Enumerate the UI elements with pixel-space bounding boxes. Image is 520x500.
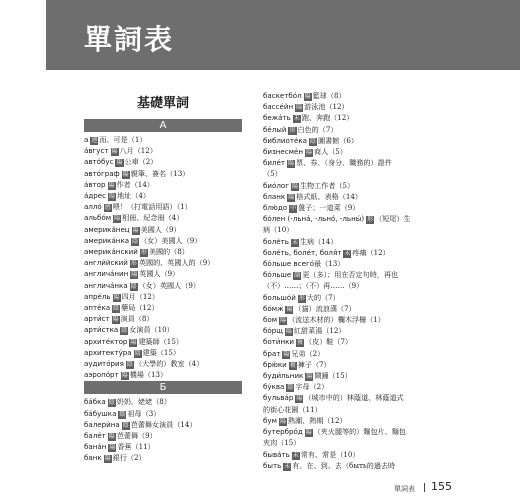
entry-word: бульва́р	[263, 393, 294, 403]
entry-definition: 大的（7）	[306, 292, 340, 302]
entry-definition: （5）	[263, 169, 282, 179]
entry-definition: （貓）流浪漢（7）	[294, 303, 356, 313]
vocab-entry	[263, 292, 476, 303]
part-of-speech-tag: 陽	[121, 372, 128, 380]
vocab-entry	[263, 303, 476, 314]
part-of-speech-tag: 複	[289, 361, 296, 369]
vocab-entry	[84, 396, 242, 407]
vocab-entry	[84, 369, 242, 380]
entry-word: банк	[84, 453, 102, 463]
entry-word: а́втор	[84, 179, 106, 189]
entry-definition: 親筆、簽名（13）	[130, 168, 190, 178]
part-of-speech-tag: 陰	[122, 421, 129, 429]
entry-definition: 有、在、到、去（быть的過去時	[292, 460, 396, 470]
entry-word: аэропо́рт	[84, 370, 119, 380]
vocab-entry	[84, 291, 242, 302]
entry-word: брат	[263, 348, 281, 358]
part-of-speech-tag: 副	[294, 272, 301, 280]
section-title: 基礎單詞	[136, 96, 189, 111]
entry-definition: 八月（12）	[119, 146, 157, 156]
entry-definition: 盤子；一道菜（9）	[298, 203, 360, 213]
vocab-entry	[84, 452, 242, 463]
entry-definition: 紅甜菜湯（12）	[293, 326, 346, 336]
vocab-entry	[84, 313, 242, 324]
vocab-entry	[263, 280, 476, 291]
right-column	[263, 90, 476, 471]
page-title: 單詞表	[84, 23, 175, 56]
part-of-speech-tag: 陰	[287, 384, 294, 392]
entry-word: бом	[263, 315, 278, 325]
entry-definition: 芭蕾舞（9）	[116, 431, 157, 441]
entry-word: бланк	[263, 191, 286, 201]
vocab-entry	[263, 359, 476, 370]
part-of-speech-tag: 未	[284, 462, 291, 470]
part-of-speech-tag: 複	[297, 339, 304, 347]
entry-word: бутербро́д	[263, 427, 303, 437]
entry-word: боти́нки	[263, 337, 294, 347]
vocab-entry	[263, 269, 476, 280]
part-of-speech-tag: 陽	[285, 328, 292, 336]
entry-definition: 美國的（8）	[148, 247, 189, 257]
entry-definition: （不）……；（不）再……（9）	[263, 281, 364, 291]
entry-definition: 女演員（10）	[129, 325, 174, 335]
vocab-entry	[84, 134, 242, 145]
entry-definition: （流送木材的）欄木浮柵（1）	[288, 315, 385, 325]
entry-word: авто́граф	[84, 168, 120, 178]
left-sections	[84, 119, 242, 464]
part-of-speech-tag: 陽	[131, 271, 138, 279]
part-of-speech-tag: 連	[91, 137, 98, 144]
vocab-entry	[263, 370, 476, 381]
entry-definition: 生病（14）	[299, 236, 338, 246]
part-of-speech-tag: 陽	[286, 305, 293, 313]
vocab-entry	[263, 258, 476, 269]
entry-word: биле́т	[263, 158, 286, 168]
entry-definition: 票、券、（身分、職務的）證件	[296, 158, 392, 168]
vocab-entry	[263, 224, 476, 235]
part-of-speech-tag: 陽	[108, 433, 115, 441]
part-of-speech-tag: 陽	[130, 338, 137, 346]
entry-word: алло́	[84, 202, 102, 212]
entry-definition: 作者（14）	[116, 179, 154, 189]
entry-word: а́вгуст	[84, 146, 109, 156]
entry-word: брю́ки	[263, 359, 287, 369]
vocab-entry	[84, 280, 242, 291]
entry-definition: 芭蕾舞女演員（14）	[130, 419, 197, 429]
entry-definition: 商人（5）	[314, 147, 347, 157]
part-of-speech-tag: 陽	[280, 317, 287, 325]
entry-word: быть	[263, 460, 282, 470]
part-of-speech-tag: 陽	[104, 455, 111, 463]
entry-word: арти́ст	[84, 314, 110, 324]
vocab-entry	[84, 246, 242, 257]
entry-word: архите́ктор	[84, 336, 128, 346]
entry-word: бо́льше всего́	[263, 259, 315, 269]
vocab-entry	[84, 324, 242, 335]
entry-definition: 美國人（9）	[140, 224, 181, 234]
part-of-speech-tag: 形	[289, 126, 296, 134]
entry-definition: 更（多）；用在否定句時，再也	[302, 270, 399, 280]
vocab-entry	[263, 191, 476, 202]
entry-definition: （城市中的）林蔭道、林蔭道式	[304, 393, 404, 403]
vocab-entry	[263, 124, 476, 135]
vocab-entry	[263, 180, 476, 191]
part-of-speech-tag: 陽	[113, 293, 120, 301]
part-of-speech-tag: 陰	[121, 327, 128, 335]
vocab-entry	[84, 347, 242, 358]
footer-separator	[424, 483, 425, 492]
vocab-entry	[263, 101, 476, 112]
part-of-speech-tag: 陽	[116, 159, 123, 167]
part-of-speech-tag: 感	[104, 204, 111, 212]
part-of-speech-tag: 形	[140, 249, 147, 257]
entry-definition: 喂！（打電話用語）（1）	[112, 202, 192, 212]
entry-word: бо́рщ	[263, 326, 283, 336]
entry-definition: （夾火腿等的）麵包片、麵包	[313, 427, 406, 437]
vocab-entry	[263, 236, 476, 247]
entry-word: арти́стка	[84, 325, 119, 335]
page-number: 155	[431, 480, 452, 493]
vocab-entry	[263, 449, 476, 460]
right-entries	[263, 90, 476, 471]
part-of-speech-tag: 陽	[112, 316, 119, 324]
entry-word: блю́до	[263, 203, 288, 213]
entry-word: боле́ть, боле́т, боля́т	[263, 247, 342, 257]
entry-definition: 建築師（15）	[138, 336, 183, 346]
entry-word: био́лог	[263, 180, 289, 190]
entry-word: апте́ка	[84, 303, 111, 313]
vocab-entry	[263, 157, 476, 168]
entry-definition: 常有、常是（10）	[300, 449, 360, 459]
entry-definition: 褲子（7）	[297, 359, 331, 369]
vocab-entry	[84, 145, 242, 156]
footer-label: 單詞表	[394, 485, 415, 493]
part-of-speech-tag: 陽	[279, 417, 286, 425]
entry-word: америка́нец	[84, 224, 130, 234]
entry-definition: 地址（4）	[117, 191, 150, 201]
entry-definition: 機場（13）	[129, 370, 168, 380]
entry-definition: 相冊、紀念冊（4）	[122, 213, 184, 223]
entry-definition: 藥局（12）	[121, 303, 159, 313]
entry-definition: 英國人（9）	[139, 269, 180, 279]
vocab-entry	[84, 268, 242, 279]
entry-definition: 最（13）	[314, 259, 345, 269]
entry-word: а	[84, 135, 89, 144]
vocab-entry	[263, 112, 476, 123]
entry-word: бассе́йн	[263, 102, 294, 112]
vocab-entry	[263, 135, 476, 146]
vocab-entry	[263, 146, 476, 157]
part-of-speech-tag: 形	[298, 294, 305, 302]
entry-definition: 奶奶、姥姥（8）	[116, 397, 171, 407]
part-of-speech-tag: 陽	[291, 182, 298, 190]
entry-definition: 香蕉（11）	[117, 442, 155, 452]
part-of-speech-tag: 未	[291, 238, 298, 246]
entry-definition: （大學的）教室（4）	[134, 359, 204, 369]
part-of-speech-tag: 未	[344, 249, 351, 257]
letter-header: А	[84, 119, 242, 132]
vocab-entry	[263, 202, 476, 213]
left-column	[84, 90, 242, 464]
vocab-entry	[263, 426, 476, 437]
entry-word: ба́бушка	[84, 408, 117, 418]
vocab-entry	[84, 190, 242, 201]
entry-definition: 公車（2）	[124, 157, 158, 167]
entry-definition: 病（10）	[263, 225, 294, 235]
entry-word: англича́нка	[84, 280, 128, 290]
part-of-speech-tag: 未	[293, 115, 300, 123]
part-of-speech-tag: 未	[292, 451, 299, 459]
vocab-entry	[263, 404, 476, 415]
vocab-entry	[263, 336, 476, 347]
entry-word: быва́ть	[263, 449, 290, 459]
entry-word: альбо́м	[84, 213, 112, 223]
entry-definition: 而、可是（1）	[99, 135, 147, 144]
part-of-speech-tag: 陽	[122, 170, 129, 178]
entry-word: бум	[263, 415, 277, 425]
entry-word: бежа́ть	[263, 113, 291, 123]
entry-definition: 游泳池（12）	[304, 102, 349, 112]
part-of-speech-tag: 陽	[306, 373, 313, 381]
entry-definition: （女）美國人（9）	[140, 235, 202, 245]
entry-definition: 夾肉（15）	[263, 438, 301, 448]
part-of-speech-tag: 陰	[113, 305, 120, 313]
vocab-entry	[263, 392, 476, 403]
entry-definition: 熱潮、熱期（12）	[287, 415, 347, 425]
entry-definition: 的街心花園（11）	[263, 404, 322, 414]
entry-definition: 疼痛（12）	[352, 247, 390, 257]
entry-word: америка́нский	[84, 247, 138, 257]
vocab-entry	[84, 441, 242, 452]
vocab-entry	[263, 325, 476, 336]
entry-word: англи́йский	[84, 258, 128, 268]
vocab-entry	[84, 430, 242, 441]
entry-word: авто́бус	[84, 157, 114, 167]
vocab-entry	[84, 179, 242, 190]
entry-definition: （短尾）生	[375, 214, 411, 224]
entry-word: америка́нка	[84, 235, 130, 245]
entry-definition: 英國的、英國人的（9）	[138, 258, 215, 268]
entry-word: апре́ль	[84, 291, 111, 301]
entry-word: библиоте́ка	[263, 135, 307, 145]
part-of-speech-tag: 陽	[305, 429, 312, 437]
part-of-speech-tag: 陽	[288, 193, 295, 201]
entry-definition: （女）英國人（9）	[138, 280, 200, 290]
vocab-entry	[84, 336, 242, 347]
part-of-speech-tag: 陽	[109, 444, 116, 452]
part-of-speech-tag: 陰	[134, 349, 141, 357]
entry-definition: 圖書館（6）	[318, 135, 358, 145]
entry-definition: 鬧鐘（15）	[314, 371, 352, 381]
vocab-entry	[84, 168, 242, 179]
part-of-speech-tag: 陽	[296, 104, 303, 112]
vocab-entry	[84, 156, 242, 167]
entry-word: архитекту́ра	[84, 347, 132, 357]
part-of-speech-tag: 陰	[108, 399, 115, 407]
entry-definition: 銀行（2）	[112, 453, 146, 463]
entry-word: а́дрес	[84, 191, 107, 201]
letter-header: Б	[84, 381, 242, 394]
entry-definition: 建築（15）	[142, 347, 181, 357]
entry-definition: 白色的（7）	[297, 124, 338, 134]
entry-word: большо́й	[263, 292, 296, 302]
vocab-entry	[263, 168, 476, 179]
entry-word: бо́лен (-льна́, -льно́, -льны́)	[263, 214, 365, 224]
entry-word: бале́т	[84, 431, 106, 441]
entry-word: бо́льше	[263, 270, 292, 280]
vocab-entry	[84, 419, 242, 430]
entry-word: бе́лый	[263, 124, 287, 134]
vocab-entry	[263, 314, 476, 325]
vocab-entry	[263, 247, 476, 258]
vocab-entry	[84, 257, 242, 268]
part-of-speech-tag: 陽	[108, 181, 115, 189]
vocab-entry	[263, 437, 476, 448]
part-of-speech-tag: 陽	[283, 350, 290, 358]
entry-definition: 四月（12）	[121, 291, 159, 301]
entry-word: бана́н	[84, 442, 107, 452]
entry-word: бизнесме́н	[263, 147, 304, 157]
entry-word: ба́бка	[84, 397, 106, 407]
entry-definition: 字母（2）	[295, 382, 329, 392]
entry-word: боле́ть	[263, 236, 289, 246]
part-of-speech-tag: 陰	[119, 410, 126, 418]
part-of-speech-tag: 陽	[111, 148, 118, 156]
entry-word: буди́льник	[263, 371, 304, 381]
entry-word: англича́нин	[84, 269, 129, 279]
part-of-speech-tag: 陽	[296, 395, 303, 403]
entry-word: балери́на	[84, 419, 120, 429]
part-of-speech-tag: 陰	[309, 137, 316, 145]
entry-word: бо́мж	[263, 303, 284, 313]
entry-definition: 兄弟（2）	[291, 348, 325, 358]
part-of-speech-tag: 陰	[126, 361, 133, 369]
entry-definition: （皮）鞋（7）	[305, 337, 353, 347]
part-of-speech-tag: 陽	[288, 160, 295, 168]
part-of-speech-tag: 形	[130, 260, 137, 268]
entry-word: аудито́рия	[84, 359, 124, 369]
entry-word: бу́ква	[263, 382, 285, 392]
vocab-entry	[263, 90, 476, 101]
vocab-entry	[263, 381, 476, 392]
entry-definition: 生物工作者（5）	[299, 180, 355, 190]
vocab-entry	[84, 408, 242, 419]
vocab-entry	[84, 302, 242, 313]
entry-definition: 籃球（8）	[312, 91, 346, 100]
vocab-entry	[263, 415, 476, 426]
part-of-speech-tag: 陰	[132, 237, 139, 245]
vocab-entry	[84, 212, 242, 223]
part-of-speech-tag: 陰	[130, 282, 137, 290]
part-of-speech-tag: 陽	[304, 93, 311, 100]
vocab-entry	[84, 358, 242, 369]
vocab-entry	[263, 348, 476, 359]
vocab-entry	[84, 201, 242, 212]
part-of-speech-tag: 陽	[132, 226, 139, 234]
part-of-speech-tag: 形	[367, 216, 374, 224]
entry-definition: 演員（8）	[120, 314, 154, 324]
part-of-speech-tag: 陽	[109, 193, 116, 201]
entry-word: баскетбо́л	[263, 91, 302, 100]
vocab-entry	[263, 460, 476, 471]
part-of-speech-tag: 陽	[114, 215, 121, 223]
entry-definition: 跑、奔跑（12）	[301, 113, 354, 123]
vocab-entry	[263, 213, 476, 224]
part-of-speech-tag: 中	[290, 205, 297, 213]
part-of-speech-tag: 陽	[306, 149, 313, 157]
entry-definition: 格式紙、表格（14）	[296, 191, 362, 201]
vocab-entry	[84, 224, 242, 235]
entry-definition: 祖母（3）	[127, 408, 161, 418]
vocab-entry	[84, 235, 242, 246]
